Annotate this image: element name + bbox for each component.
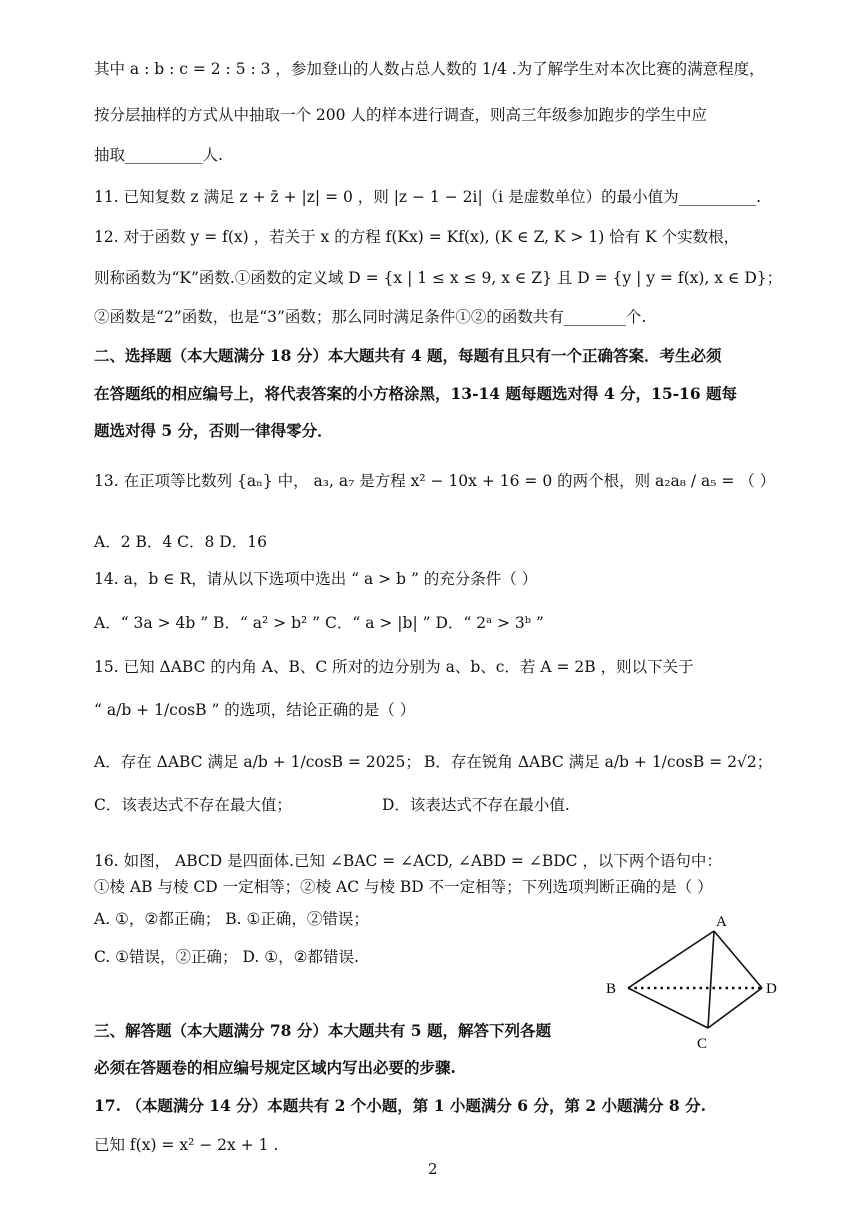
page-number: 2: [428, 1160, 438, 1178]
q12-line-2: 则称函数为“K”函数.①函数的定义域 D = {x | 1 ≤ x ≤ 9, x ∈ Z} 且 D = {y | y = f(x), x ∈ D}；: [94, 269, 783, 287]
q16-options-cd: C. ①错误，②正确； D. ①，②都错误.: [94, 948, 359, 966]
tetrahedron-figure: [596, 908, 796, 1058]
q15-option-c: C．该表达式不存在最大值；: [94, 796, 292, 814]
q13-options: A．2 B．4 C．8 D．16: [94, 533, 267, 551]
q14-stem: 14. a，b ∈ R，请从以下选项中选出 “ a > b ” 的充分条件（ ）: [94, 570, 538, 588]
section-2-line-3: 题选对得 5 分，否则一律得零分．: [94, 421, 333, 440]
vertex-label-a: A: [716, 914, 727, 930]
edge-ad: [714, 931, 762, 988]
q17-given: 已知 f(x) = x² − 2x + 1 .: [94, 1136, 279, 1154]
q10-line-3: 抽取__________人.: [94, 146, 223, 164]
edge-bc: [628, 988, 708, 1028]
q13-stem: 13. 在正项等比数列 {aₙ} 中， a₃, a₇ 是方程 x² − 10x + 16 = 0 的两个根，则 a₂a₈ / a₅ = （ ）: [94, 472, 776, 490]
edge-ac: [708, 931, 714, 1028]
q12-line-1: 12. 对于函数 y = f(x) ，若关于 x 的方程 f(Kx) = Kf(x), (K ∈ Z, K > 1) 恰有 K 个实数根，: [94, 228, 740, 246]
q15-option-d: D．该表达式不存在最小值.: [382, 796, 570, 814]
q15-option-a: A．存在 ΔABC 满足 a/b + 1/cosB = 2025；: [94, 753, 421, 771]
q10-line-1: 其中 a : b : c = 2 : 5 : 3 ，参加登山的人数占总人数的 1/4 .为了解学生对本次比赛的满意程度，: [94, 60, 765, 78]
q15-option-b: B．存在锐角 ΔABC 满足 a/b + 1/cosB = 2√2；: [424, 753, 773, 771]
vertex-label-d: D: [766, 981, 777, 997]
q15-line-2: “ a/b + 1/cosB ” 的选项，结论正确的是（ ）: [94, 701, 416, 719]
q14-options: A．“ 3a > 4b ” B．“ a² > b² ” C．“ a > |b| ” D．“ 2ᵃ > 3ᵇ ”: [94, 614, 544, 632]
q15-line-1: 15. 已知 ΔABC 的内角 A、B、C 所对的边分别为 a、b、c．若 A = 2B ，则以下关于: [94, 658, 694, 676]
q12-line-3: ②函数是“2”函数，也是“3”函数；那么同时满足条件①②的函数共有________个.: [94, 308, 647, 326]
q10-line-2: 按分层抽样的方式从中抽取一个 200 人的样本进行调查，则高三年级参加跑步的学生中应: [94, 106, 707, 124]
edge-ab: [628, 931, 714, 988]
q16-options-ab: A. ①，②都正确； B. ①正确，②错误；: [94, 910, 369, 928]
section-2-line-1: 二、选择题（本大题满分 18 分）本大题共有 4 题，每题有且只有一个正确答案．考生必须: [94, 346, 722, 365]
edge-dc: [708, 988, 762, 1028]
q16-line-2: ①棱 AB 与棱 CD 一定相等；②棱 AC 与棱 BD 不一定相等；下列选项判断正确的是（ ）: [94, 878, 713, 896]
section-3-line-1: 三、解答题（本大题满分 78 分）本大题共有 5 题，解答下列各题: [94, 1021, 551, 1040]
vertex-label-c: C: [697, 1036, 708, 1052]
section-2-line-2: 在答题纸的相应编号上，将代表答案的小方格涂黑，13-14 题每题选对得 4 分，15-16 题每: [94, 384, 738, 403]
q17-heading: 17. （本题满分 14 分）本题共有 2 个小题，第 1 小题满分 6 分，第 2 小题满分 8 分.: [94, 1096, 707, 1115]
q16-line-1: 16. 如图， ABCD 是四面体.已知 ∠BAC = ∠ACD, ∠ABD = ∠BDC ，以下两个语句中：: [94, 852, 722, 870]
vertex-label-b: B: [606, 981, 617, 997]
question-11: 11. 已知复数 z 满足 z + z̄ + |z| = 0 ，则 |z − 1 − 2i|（i 是虚数单位）的最小值为__________.: [94, 188, 761, 206]
section-3-line-2: 必须在答题卷的相应编号规定区域内写出必要的步骤.: [94, 1058, 456, 1077]
